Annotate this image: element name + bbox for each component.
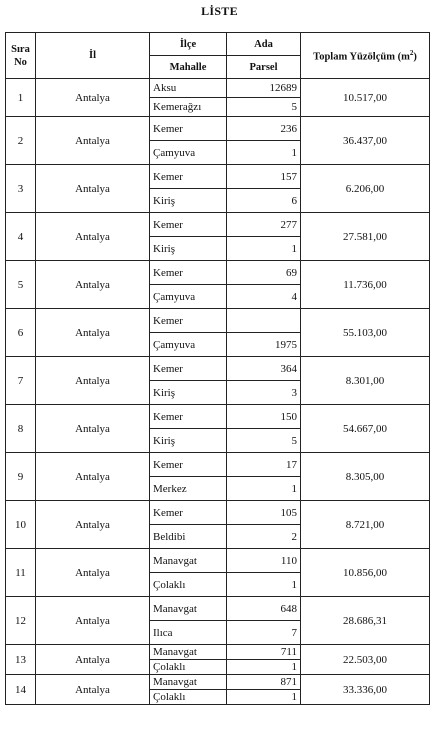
row-ilce: Kemer: [150, 117, 227, 141]
row-ilce: Aksu: [150, 79, 227, 98]
row-ilce: Kemer: [150, 165, 227, 189]
row-ilce: Kemer: [150, 261, 227, 285]
row-parsel: 1: [227, 690, 301, 705]
header-row-1: [6, 33, 430, 56]
table-row: [6, 117, 430, 141]
row-ada: 236: [227, 117, 301, 141]
row-ada: 110: [227, 549, 301, 573]
row-ada: 364: [227, 357, 301, 381]
row-ada: 277: [227, 213, 301, 237]
row-ada: [227, 309, 301, 333]
row-mahalle: Kemerağzı: [150, 98, 227, 117]
row-number: 8: [6, 405, 36, 453]
row-toplam-yuzolcum: 54.667,00: [301, 405, 430, 453]
table-row: [6, 453, 430, 477]
row-mahalle: Merkez: [150, 477, 227, 501]
row-number: 9: [6, 453, 36, 501]
table-row: [6, 213, 430, 237]
row-parsel: 3: [227, 381, 301, 405]
row-il: Antalya: [36, 675, 150, 705]
header-toplam-end: ): [413, 51, 417, 63]
table-row: [6, 597, 430, 621]
row-number: 11: [6, 549, 36, 597]
row-ilce: Kemer: [150, 213, 227, 237]
row-il: Antalya: [36, 309, 150, 357]
row-parsel: 2: [227, 525, 301, 549]
header-toplam-yuzolcum: [301, 33, 430, 79]
row-il: Antalya: [36, 549, 150, 597]
row-ada: 105: [227, 501, 301, 525]
row-number: 10: [6, 501, 36, 549]
row-il: Antalya: [36, 645, 150, 675]
row-mahalle: Kiriş: [150, 237, 227, 261]
row-parsel: 4: [227, 285, 301, 309]
table-row: [6, 549, 430, 573]
row-mahalle: Kiriş: [150, 429, 227, 453]
row-number: 4: [6, 213, 36, 261]
row-mahalle: Ilıca: [150, 621, 227, 645]
row-parsel: 5: [227, 98, 301, 117]
row-ilce: Kemer: [150, 405, 227, 429]
row-ilce: Kemer: [150, 357, 227, 381]
header-ada: Ada: [227, 33, 301, 56]
row-parsel: 7: [227, 621, 301, 645]
header-il: İl: [36, 33, 150, 79]
row-mahalle: Çolaklı: [150, 573, 227, 597]
row-number: 12: [6, 597, 36, 645]
page-title: LİSTE: [201, 4, 238, 18]
row-parsel: 5: [227, 429, 301, 453]
row-ada: 157: [227, 165, 301, 189]
header-parsel: Parsel: [227, 56, 301, 79]
table-row: [6, 501, 430, 525]
row-toplam-yuzolcum: 27.581,00: [301, 213, 430, 261]
row-toplam-yuzolcum: 33.336,00: [301, 675, 430, 705]
row-toplam-yuzolcum: 8.301,00: [301, 357, 430, 405]
table-row: [6, 261, 430, 285]
row-ada: 17: [227, 453, 301, 477]
row-number: 14: [6, 675, 36, 705]
row-mahalle: Çamyuva: [150, 333, 227, 357]
row-number: 5: [6, 261, 36, 309]
row-il: Antalya: [36, 213, 150, 261]
row-toplam-yuzolcum: 6.206,00: [301, 165, 430, 213]
row-ilce: Manavgat: [150, 675, 227, 690]
table-row: [6, 309, 430, 333]
header-toplam-sup: 2: [409, 48, 414, 57]
row-il: Antalya: [36, 165, 150, 213]
row-ada: 69: [227, 261, 301, 285]
row-ilce: Manavgat: [150, 645, 227, 660]
row-toplam-yuzolcum: 8.721,00: [301, 501, 430, 549]
row-ada: 150: [227, 405, 301, 429]
header-ilce: İlçe: [150, 33, 227, 56]
row-il: Antalya: [36, 597, 150, 645]
row-toplam-yuzolcum: 11.736,00: [301, 261, 430, 309]
row-ilce: Kemer: [150, 453, 227, 477]
row-toplam-yuzolcum: 28.686,31: [301, 597, 430, 645]
header-mahalle: Mahalle: [150, 56, 227, 79]
row-il: Antalya: [36, 117, 150, 165]
header-toplam-text: Toplam Yüzölçüm (m: [313, 51, 410, 63]
row-ilce: Manavgat: [150, 597, 227, 621]
row-mahalle: Kiriş: [150, 189, 227, 213]
row-number: 2: [6, 117, 36, 165]
table-body: [6, 79, 430, 705]
row-ada: 871: [227, 675, 301, 690]
row-parsel: 1: [227, 660, 301, 675]
row-parsel: 1: [227, 573, 301, 597]
row-il: Antalya: [36, 261, 150, 309]
row-toplam-yuzolcum: 10.856,00: [301, 549, 430, 597]
parcel-list-table: [5, 32, 430, 705]
row-mahalle: Beldibi: [150, 525, 227, 549]
row-mahalle: Çamyuva: [150, 141, 227, 165]
row-parsel: 1975: [227, 333, 301, 357]
row-number: 3: [6, 165, 36, 213]
row-il: Antalya: [36, 357, 150, 405]
row-il: Antalya: [36, 453, 150, 501]
header-sira-no: Sıra No: [6, 33, 36, 79]
row-il: Antalya: [36, 501, 150, 549]
row-parsel: 1: [227, 141, 301, 165]
row-ilce: Kemer: [150, 501, 227, 525]
row-parsel: 1: [227, 237, 301, 261]
row-toplam-yuzolcum: 22.503,00: [301, 645, 430, 675]
row-ada: 648: [227, 597, 301, 621]
row-mahalle: Çolaklı: [150, 690, 227, 705]
row-ada: 711: [227, 645, 301, 660]
row-ilce: Kemer: [150, 309, 227, 333]
row-toplam-yuzolcum: 10.517,00: [301, 79, 430, 117]
table-row: [6, 675, 430, 690]
row-toplam-yuzolcum: 8.305,00: [301, 453, 430, 501]
row-parsel: 6: [227, 189, 301, 213]
row-ilce: Manavgat: [150, 549, 227, 573]
table-row: [6, 165, 430, 189]
table-row: [6, 405, 430, 429]
row-mahalle: Çolaklı: [150, 660, 227, 675]
row-toplam-yuzolcum: 36.437,00: [301, 117, 430, 165]
row-il: Antalya: [36, 405, 150, 453]
row-number: 6: [6, 309, 36, 357]
row-toplam-yuzolcum: 55.103,00: [301, 309, 430, 357]
table-row: [6, 357, 430, 381]
row-parsel: 1: [227, 477, 301, 501]
table-row: [6, 79, 430, 98]
row-number: 13: [6, 645, 36, 675]
row-number: 1: [6, 79, 36, 117]
row-il: Antalya: [36, 79, 150, 117]
row-mahalle: Kiriş: [150, 381, 227, 405]
table-row: [6, 645, 430, 660]
row-number: 7: [6, 357, 36, 405]
row-ada: 12689: [227, 79, 301, 98]
row-mahalle: Çamyuva: [150, 285, 227, 309]
